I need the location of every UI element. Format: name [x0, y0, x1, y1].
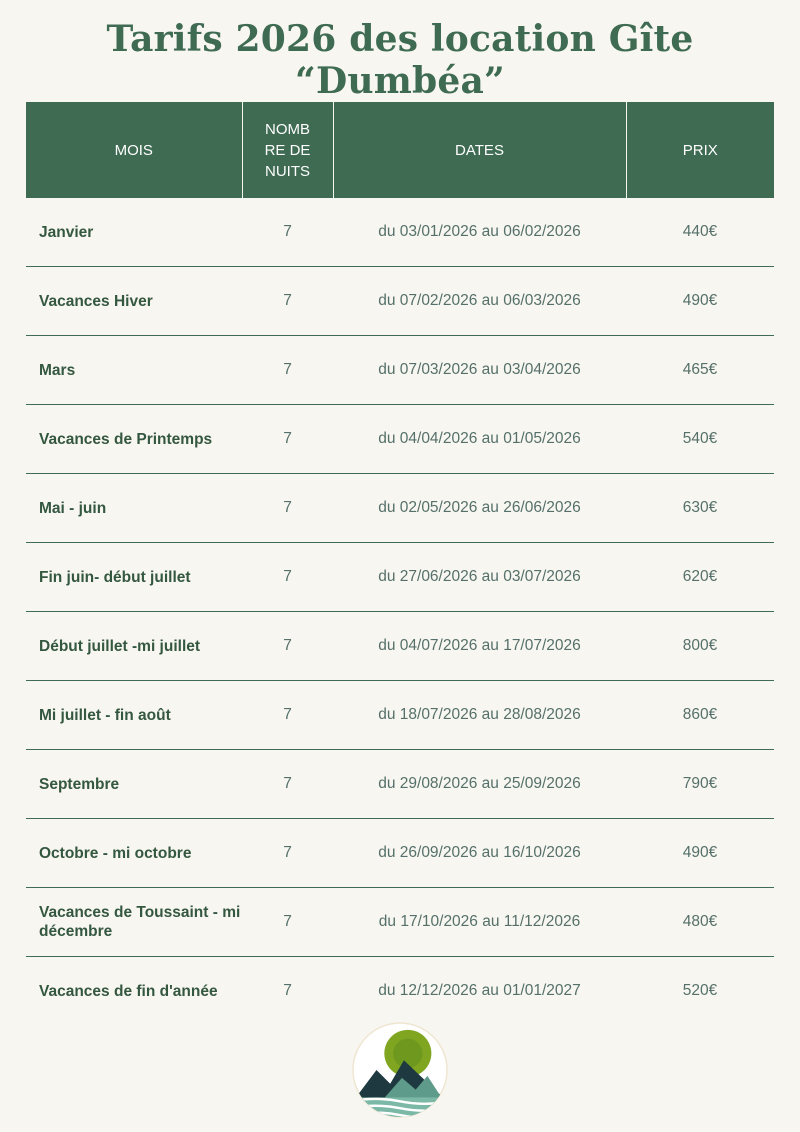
table-row [26, 957, 774, 1026]
cell-month: Vacances de Printemps [26, 405, 242, 474]
cell-dates: du 04/07/2026 au 17/07/2026 [333, 612, 626, 681]
cell-dates: du 18/07/2026 au 28/08/2026 [333, 681, 626, 750]
table-row [26, 543, 774, 612]
cell-nights: 7 [242, 612, 333, 681]
cell-dates: du 07/02/2026 au 06/03/2026 [333, 267, 626, 336]
cell-nights: 7 [242, 681, 333, 750]
header-nights: NOMBRE DE NUITS [242, 102, 333, 198]
table-row [26, 819, 774, 888]
table-body [26, 198, 774, 1025]
cell-nights: 7 [242, 750, 333, 819]
cell-nights: 7 [283, 982, 292, 999]
table-row [26, 888, 774, 957]
cell-month: Mi juillet - fin août [26, 681, 242, 750]
cell-nights: 7 [242, 405, 333, 474]
cell-month: Octobre - mi octobre [26, 819, 242, 888]
cell-price: 800€ [626, 612, 774, 681]
cell-price: 465€ [626, 336, 774, 405]
cell-dates: du 26/09/2026 au 16/10/2026 [333, 819, 626, 888]
cell-nights: 7 [242, 336, 333, 405]
cell-dates: du 04/04/2026 au 01/05/2026 [333, 405, 626, 474]
cell-price: 630€ [626, 474, 774, 543]
cell-month: Mai - juin [26, 474, 242, 543]
cell-price: 540€ [626, 405, 774, 474]
cell-nights: 7 [242, 819, 333, 888]
cell-price: 860€ [626, 681, 774, 750]
cell-nights: 7 [242, 888, 333, 957]
cell-month: Septembre [26, 750, 242, 819]
cell-price: 490€ [626, 267, 774, 336]
cell-price: 620€ [626, 543, 774, 612]
table-row [26, 474, 774, 543]
cell-month: Fin juin- début juillet [26, 543, 242, 612]
cell-dates: du 12/12/2026 au 01/01/2027 [378, 982, 581, 999]
header-dates: DATES [333, 102, 626, 198]
cell-dates: du 17/10/2026 au 11/12/2026 [333, 888, 626, 957]
cell-nights: 7 [242, 267, 333, 336]
cell-nights: 7 [242, 198, 333, 267]
table-row [26, 405, 774, 474]
tariffs-table [26, 102, 774, 1025]
cell-price: 440€ [626, 198, 774, 267]
table-row [26, 612, 774, 681]
cell-dates: du 29/08/2026 au 25/09/2026 [333, 750, 626, 819]
mountain-sun-logo-icon [351, 1021, 449, 1119]
cell-month: Janvier [26, 198, 242, 267]
table-row [26, 681, 774, 750]
header-month: MOIS [26, 102, 242, 198]
header-price: PRIX [626, 102, 774, 198]
cell-dates: du 03/01/2026 au 06/02/2026 [333, 198, 626, 267]
cell-month: Vacances Hiver [26, 267, 242, 336]
page-title: Tarifs 2026 des location Gîte “Dumbéa” [106, 18, 694, 102]
cell-dates: du 07/03/2026 au 03/04/2026 [333, 336, 626, 405]
cell-price: 490€ [626, 819, 774, 888]
table-row [26, 336, 774, 405]
table-header-row [26, 102, 774, 198]
cell-price: 790€ [626, 750, 774, 819]
table-row [26, 198, 774, 267]
cell-price: 520€ [682, 982, 718, 999]
cell-month: Mars [26, 336, 242, 405]
cell-nights: 7 [242, 543, 333, 612]
cell-dates: du 02/05/2026 au 26/06/2026 [333, 474, 626, 543]
table-row [26, 750, 774, 819]
cell-nights: 7 [242, 474, 333, 543]
table-row [26, 267, 774, 336]
cell-dates: du 27/06/2026 au 03/07/2026 [333, 543, 626, 612]
cell-month: Vacances de Toussaint - mi décembre [26, 888, 242, 957]
cell-price: 480€ [626, 888, 774, 957]
cell-month: Vacances de fin d'année [39, 982, 218, 1000]
cell-month: Début juillet -mi juillet [26, 612, 242, 681]
